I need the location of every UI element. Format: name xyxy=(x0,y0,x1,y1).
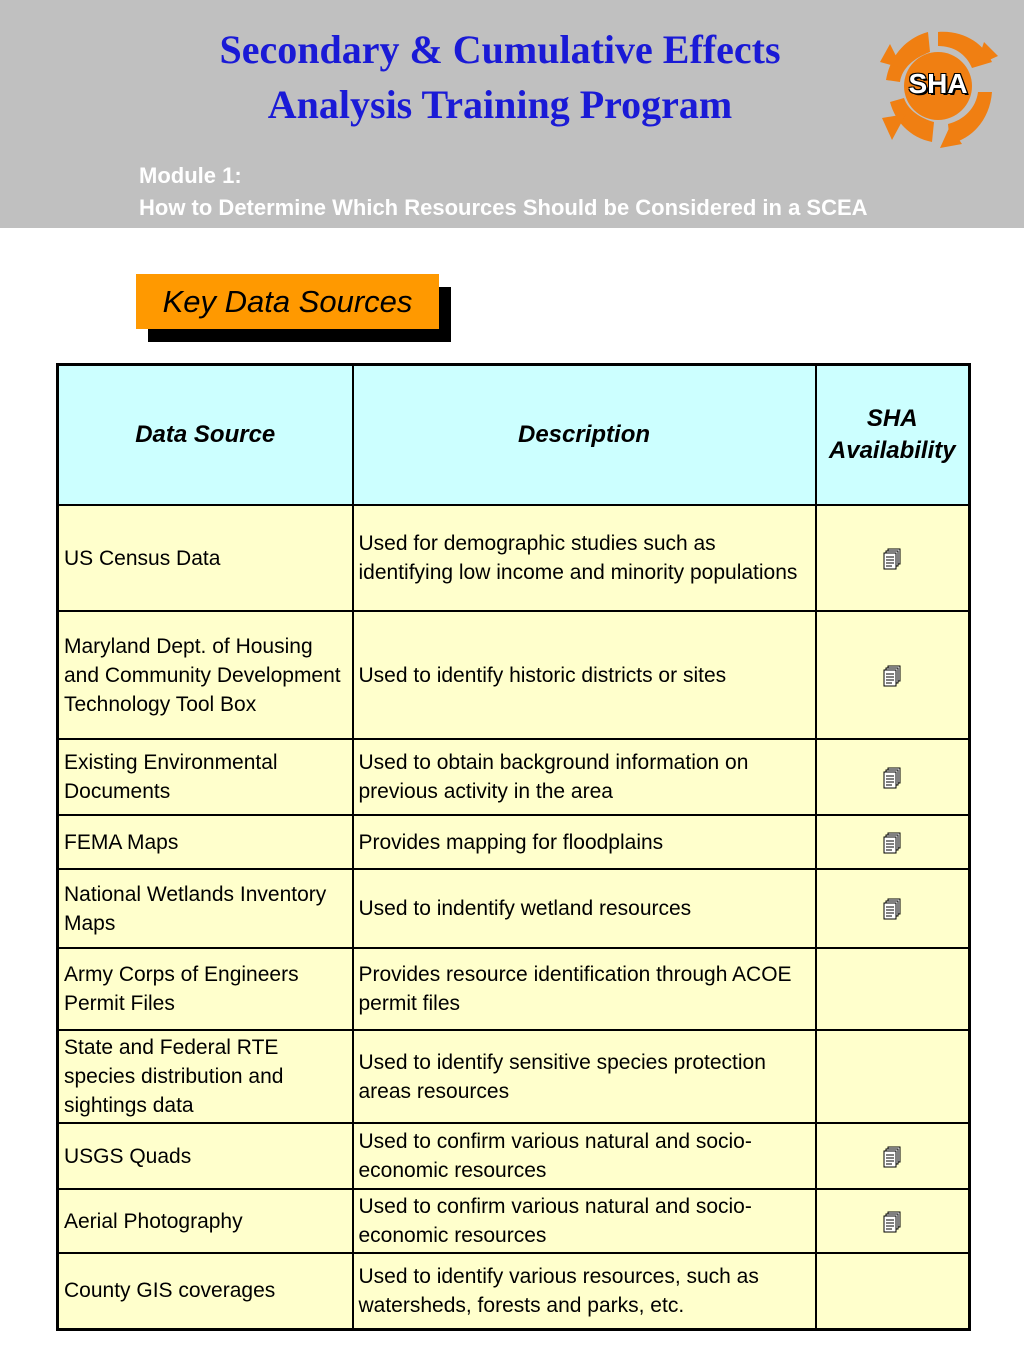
cell-description: Provides resource identification through ACOE permit files xyxy=(353,948,816,1030)
document-icon xyxy=(883,1146,901,1168)
module-number: Module 1: xyxy=(139,163,242,188)
cell-data-source: Maryland Dept. of Housing and Community Development Technology Tool Box xyxy=(58,611,353,739)
cell-sha-availability xyxy=(816,815,970,869)
cell-sha-availability xyxy=(816,1189,970,1253)
cell-description: Used to identify various resources, such as watersheds, forests and parks, etc. xyxy=(353,1253,816,1329)
sha-logo xyxy=(876,22,1000,150)
table-header-row xyxy=(58,365,970,506)
cell-data-source: Existing Environmental Documents xyxy=(58,739,353,815)
document-icon xyxy=(883,1211,901,1233)
cell-sha-availability xyxy=(816,869,970,948)
table-row xyxy=(58,1123,970,1189)
cell-description: Used to confirm various natural and socio-economic resources xyxy=(353,1189,816,1253)
header-band xyxy=(0,0,1024,228)
document-icon xyxy=(883,665,901,687)
table-row xyxy=(58,739,970,815)
cell-description: Used to identify historic districts or sites xyxy=(353,611,816,739)
table-body xyxy=(58,505,970,1329)
cell-sha-availability xyxy=(816,739,970,815)
cell-data-source: USGS Quads xyxy=(58,1123,353,1189)
table-row xyxy=(58,948,970,1030)
module-subtitle xyxy=(139,160,868,224)
cell-sha-availability xyxy=(816,505,970,611)
cell-description: Used to confirm various natural and socio-economic resources xyxy=(353,1123,816,1189)
title-line-1: Secondary & Cumulative Effects xyxy=(219,27,781,72)
cell-description: Used to identify sensitive species protection areas resources xyxy=(353,1030,816,1123)
document-icon xyxy=(883,548,901,570)
header-data-source: Data Source xyxy=(58,365,353,506)
cell-description: Used to indentify wetland resources xyxy=(353,869,816,948)
document-icon xyxy=(883,898,901,920)
cell-description: Provides mapping for floodplains xyxy=(353,815,816,869)
cell-data-source: National Wetlands Inventory Maps xyxy=(58,869,353,948)
page-title xyxy=(0,22,1000,132)
table-row xyxy=(58,1253,970,1329)
document-icon xyxy=(883,832,901,854)
table-row xyxy=(58,869,970,948)
data-sources-table xyxy=(56,363,971,1331)
cell-data-source: County GIS coverages xyxy=(58,1253,353,1329)
table-row xyxy=(58,505,970,611)
document-icon xyxy=(883,767,901,789)
table-row xyxy=(58,815,970,869)
cell-data-source: Army Corps of Engineers Permit Files xyxy=(58,948,353,1030)
cell-data-source: Aerial Photography xyxy=(58,1189,353,1253)
title-line-2: Analysis Training Program xyxy=(267,82,733,127)
table-row xyxy=(58,1189,970,1253)
header-description: Description xyxy=(353,365,816,506)
logo-text: SHA xyxy=(908,68,968,99)
cell-data-source: State and Federal RTE species distribution and sightings data xyxy=(58,1030,353,1123)
cell-sha-availability xyxy=(816,948,970,1030)
module-title: How to Determine Which Resources Should be Considered in a SCEA xyxy=(139,195,868,220)
cell-sha-availability xyxy=(816,1123,970,1189)
cell-data-source: FEMA Maps xyxy=(58,815,353,869)
table-row xyxy=(58,611,970,739)
header-sha-availability: SHA Availability xyxy=(816,365,970,506)
cell-description: Used to obtain background information on previous activity in the area xyxy=(353,739,816,815)
cell-sha-availability xyxy=(816,1030,970,1123)
cell-sha-availability xyxy=(816,1253,970,1329)
cell-description: Used for demographic studies such as identifying low income and minority populations xyxy=(353,505,816,611)
table-row xyxy=(58,1030,970,1123)
section-label: Key Data Sources xyxy=(136,274,439,329)
cell-data-source: US Census Data xyxy=(58,505,353,611)
cell-sha-availability xyxy=(816,611,970,739)
